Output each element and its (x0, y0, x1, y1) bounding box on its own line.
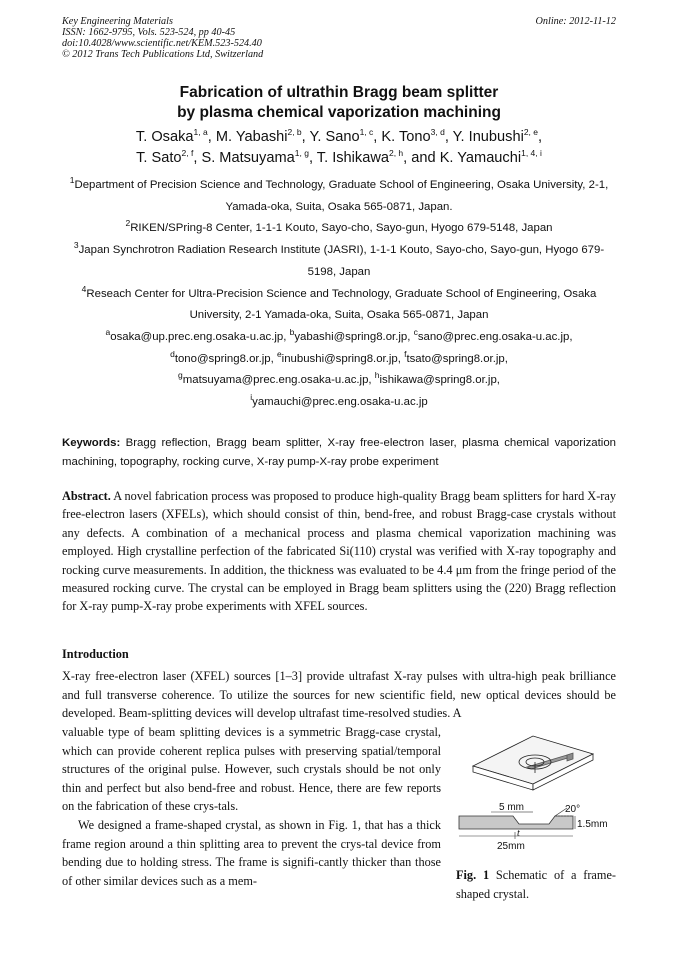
affiliation-sup: 2 (125, 218, 131, 229)
author-affiliation-sup: 3, d (430, 127, 445, 138)
journal-header (62, 16, 263, 60)
email-sup: i (250, 392, 253, 403)
author-name: S. Matsuyama (201, 149, 295, 166)
affiliation-sup: 3 (73, 240, 79, 251)
author-separator: , (373, 129, 382, 145)
dim-height: 1.5mm (577, 819, 608, 830)
author-name: K. Tono (381, 129, 431, 145)
author-name: T. Ishikawa (316, 149, 389, 166)
author-affiliation-sup: 1, g (294, 147, 309, 158)
email-address[interactable]: tsato@spring8.or.jp, (406, 352, 508, 365)
email-sup: e (276, 348, 282, 359)
affiliation-text: RIKEN/SPring-8 Center, 1-1-1 Kouto, Sayo-cho, Sayo-gun, Hyogo 679-5148, Japan (130, 222, 553, 235)
author-name: Y. Sano (309, 129, 360, 145)
issn: ISSN: 1662-9795, Vols. 523-524, pp 40-45 (62, 27, 236, 38)
author-affiliation-sup: 1, c (359, 127, 374, 138)
author-separator: , (308, 149, 317, 166)
email-line-3 (62, 370, 616, 392)
email-address[interactable]: sano@prec.eng.osaka-u.ac.jp, (417, 330, 573, 343)
author-separator: , (444, 129, 453, 145)
email-address[interactable]: tono@spring8.or.jp, (174, 352, 277, 365)
doi: doi:10.4028/www.scientific.net/KEM.523-524.40 (62, 38, 262, 49)
affiliation-1 (62, 175, 616, 218)
affiliation-sup: 1 (69, 175, 75, 186)
email-address[interactable]: ishikawa@spring8.or.jp, (379, 374, 500, 387)
copyright: © 2012 Trans Tech Publications Ltd, Switzerland (62, 49, 264, 60)
author-name: T. Osaka (135, 129, 194, 145)
figure-label: Fig. 1 (456, 868, 490, 882)
author-separator: , (207, 129, 216, 145)
affiliations (62, 175, 616, 414)
title-line-2: by plasma chemical vaporization machining (177, 104, 501, 121)
author-affiliation-sup: 2, f (181, 147, 194, 158)
keywords (62, 434, 616, 471)
figure-1-schematic (455, 728, 617, 878)
email-line-2 (62, 349, 616, 371)
email-sup: b (289, 327, 295, 338)
email-address[interactable]: inubushi@spring8.or.jp, (281, 352, 405, 365)
author-separator: , and (403, 149, 440, 166)
keywords-label: Keywords: (62, 437, 121, 449)
author-separator: , (538, 129, 543, 145)
paper-title (0, 83, 678, 123)
email-sup: f (404, 348, 407, 359)
author-separator: , (301, 129, 310, 145)
email-address[interactable]: yamauchi@prec.eng.osaka-u.ac.jp (252, 396, 428, 409)
abstract-label: Abstract. (62, 489, 111, 503)
author-affiliation-sup: 2, e (523, 127, 538, 138)
email-address[interactable]: yabashi@spring8.or.jp, (294, 330, 414, 343)
author-line-2 (60, 148, 618, 169)
author-name: K. Yamauchi (439, 149, 522, 166)
affiliation-sup: 4 (81, 283, 87, 294)
email-line-1 (62, 327, 616, 349)
email-sup: g (178, 370, 183, 381)
intro-paragraph-1: X-ray free-electron laser (XFEL) sources [1–3] provide ultrafast X-ray pulses with ultra-high peak brilliance and full transverse coherence. To utilize the sources for new scientific field, new optical devices should be developed. Beam-splitting devices will develop ultrafast time-resolved studies. A (62, 669, 616, 721)
email-sup: d (170, 348, 175, 359)
affiliation-3 (62, 240, 616, 283)
author-list (60, 127, 618, 168)
author-affiliation-sup: 1, a (193, 127, 208, 138)
email-line-4 (62, 392, 616, 414)
author-name: Y. Inubushi (452, 129, 524, 145)
email-sup: c (413, 327, 418, 338)
author-name: T. Sato (136, 149, 182, 166)
affiliation-text: Reseach Center for Ultra-Precision Science and Technology, Graduate School of Engineering, Osaka University, 2-1 Yamada-oka, Suita, Osaka 565-0871, Japan (86, 287, 597, 322)
author-affiliation-sup: 1, 4, i (521, 147, 542, 158)
intro-paragraph-1-cont: valuable type of beam splitting devices is a symmetric Bragg-case crystal, which can provide coherent replica pulses with preserving spatial/temporal structures of the original pulse. However, such crystals should be not only thin and perfect but also bend-free and robust. Hence, there are few reports on the fabrication of these crys-tals. (62, 725, 441, 814)
author-affiliation-sup: 2, b (287, 127, 302, 138)
title-line-1: Fabrication of ultrathin Bragg beam splitter (179, 84, 499, 101)
dim-width-total: 25mm (497, 841, 525, 852)
dim-angle: 20° (565, 804, 581, 815)
email-address[interactable]: matsuyama@prec.eng.osaka-u.ac.jp, (182, 374, 375, 387)
affiliation-text: Department of Precision Science and Technology, Graduate School of Engineering, Osaka University, 2-1, Yamada-oka, Suita, Osaka 565-0871, Japan. (74, 179, 609, 213)
author-name: M. Yabashi (215, 129, 288, 145)
email-address[interactable]: osaka@up.prec.eng.osaka-u.ac.jp, (110, 330, 290, 343)
intro-paragraph-2: We designed a frame-shaped crystal, as shown in Fig. 1, that has a thick frame region around a thin splitting area to prevent the crys-tal device from bending due to holding stress. The frame is signifi-cantly thicker than those of other similar devices such as a mem- (62, 817, 441, 888)
affiliation-text: Japan Synchrotron Radiation Research Institute (JASRI), 1-1-1 Kouto, Sayo-cho, Sayo-gun, Hyogo 679-5198, Japan (78, 244, 605, 278)
email-sup: h (374, 370, 380, 381)
online-date: Online: 2012-11-12 (535, 16, 616, 27)
keywords-text: Bragg reflection, Bragg beam splitter, X-ray free-electron laser, plasma chemical vaporization machining, topography, rocking curve, X-ray pump-X-ray probe experiment (62, 437, 616, 468)
author-line-1 (60, 127, 618, 148)
figure-1-caption (456, 866, 616, 903)
journal-name: Key Engineering Materials (62, 16, 173, 27)
author-separator: , (193, 149, 202, 166)
section-heading-introduction: Introduction (62, 647, 129, 661)
abstract-text: A novel fabrication process was proposed to produce high-quality Bragg beam splitters for hard X-ray free-electron lasers (XFELs), which should consist of thin, bend-free, and robust Bragg-case crystals without any defects. A combination of a mechanical process and plasma chemical vaporization machining was employed. High crystalline perfection of the fabricated Si(110) crystal was verified with X-ray topography and rocking curve measurements. In addition, the thickness was evaluated to be 4.4 μm from the fringe period of the measured rocking curve. The crystal can be employed in Bragg beam splitters using the (220) Bragg reflection for X-ray pump-X-ray probe experiments with XFEL sources. (62, 489, 616, 614)
dim-thickness: t (517, 828, 520, 839)
author-affiliation-sup: 2, h (388, 147, 404, 158)
email-sup: a (105, 327, 111, 338)
frame-crystal-3d (473, 736, 593, 790)
figure-caption-text: Schematic of a frame- shaped crystal. (456, 868, 617, 901)
affiliation-2 (62, 218, 616, 240)
affiliation-4 (62, 284, 616, 327)
dim-width-small: 5 mm (499, 802, 524, 813)
intro-column-text (62, 723, 441, 890)
abstract (62, 487, 616, 616)
